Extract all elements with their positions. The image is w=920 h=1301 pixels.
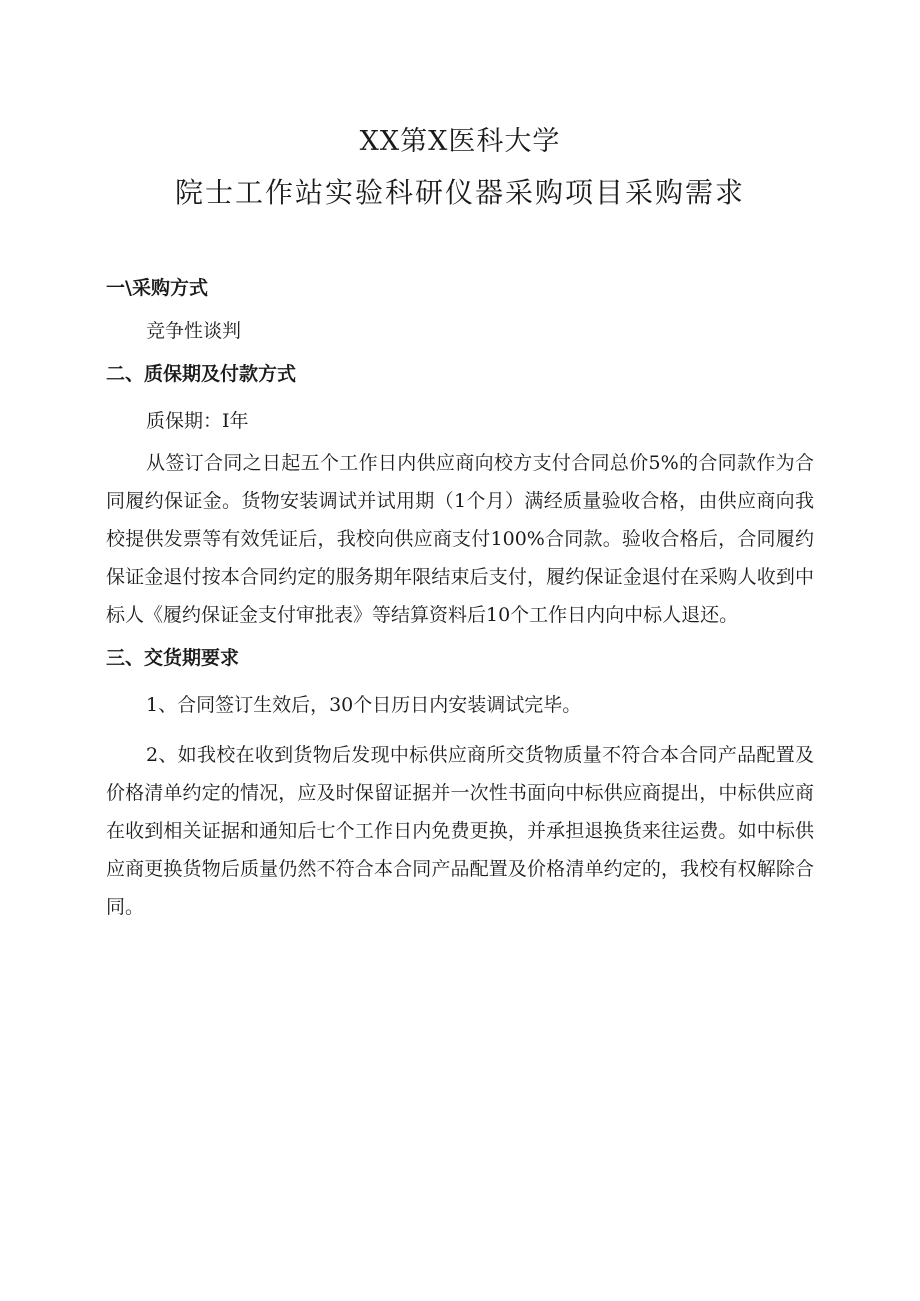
paragraph: 竞争性谈判 (146, 320, 242, 342)
paragraph: 从签订合同之日起五个工作日内供应商向校方支付合同总价5%的合同款作为合同履约保证金。货物安装调试并试用期（1个月）满经质量验收合格，由供应商向我校提供发票等有效凭证后，我校向供应商支付100%合同款。验收合格后，合同履约保证金退付按本合同约定的服务期年限结束后支付，履约保证金退付在采购人收到中标人《履约保证金支付审批表》等结算资料后10个工作日内向中标人退还。 (106, 452, 814, 626)
title-line-1: XX第X医科大学 (359, 126, 561, 157)
section-heading: 一\采购方式 (106, 277, 208, 299)
section-heading: 三、交货期要求 (106, 647, 240, 669)
section-heading: 二、质保期及付款方式 (106, 363, 297, 385)
section-delivery (106, 638, 814, 926)
section-procurement-method (106, 268, 814, 350)
document-body (106, 268, 814, 926)
title-line-2: 院士工作站实验科研仪器采购项目采购需求 (174, 176, 745, 209)
paragraph: 1、合同签订生效后，30个日历日内安装调试完毕。 (146, 694, 582, 716)
paragraph: 2、如我校在收到货物后发现中标供应商所交货物质量不符合本合同产品配置及价格清单约定的情况，应及时保留证据并一次性书面向中标供应商提出，中标供应商在收到相关证据和通知后七个工作日内免费更换，并承担退换货来往运费。如中标供应商更换货物后质量仍然不符合本合同产品配置及价格清单约定的，我校有权解除合同。 (106, 744, 814, 918)
paragraph: 质保期：I年 (146, 410, 249, 432)
section-warranty-payment (106, 354, 814, 634)
document-title (0, 118, 920, 218)
